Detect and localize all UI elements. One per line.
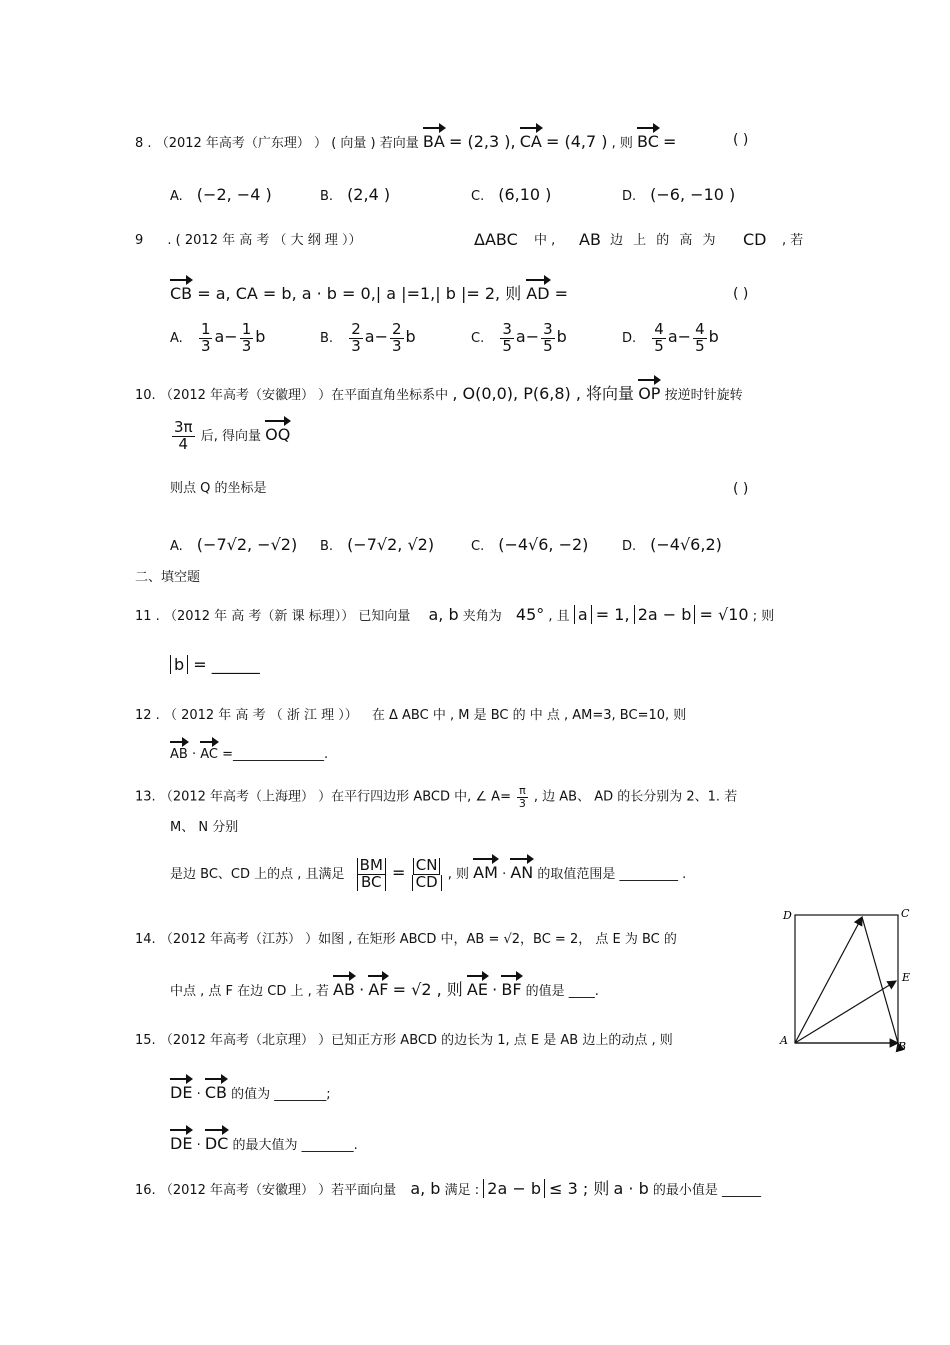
q10-number: 10. [135,388,156,403]
q13-abs-bm: BM [357,858,386,875]
q10-points: , O(0,0), P(6,8) , 将向量 [452,384,635,403]
q16-tail: 的最小值是 ______ [652,1183,762,1198]
vector-ac: AC [200,747,218,762]
q10-option-a: A. (−7√2, −√2) [170,535,298,554]
q8-answer-bracket: ( ) [733,132,749,148]
q8-then: , 则 [611,136,633,151]
q16-dot: a · b [613,1179,649,1198]
q16-number: 16. [135,1183,156,1198]
q13-abs-cd: CD [412,875,442,891]
label-e: E [902,971,911,984]
q16-le: ≤ 3 ; 则 [549,1179,610,1198]
q11-eq2: = √10 [699,605,749,624]
q13-body1: ABCD 中, ∠ A= [413,789,511,805]
q11-eq3: = ______ [193,655,260,674]
q11-source: （2012 年 高 考（新 课 标理）） 已知向量 [163,609,411,624]
q11-number: 11 . [135,609,160,624]
q11-cond: , 且 [548,609,570,624]
q10-option-b: B. (−7√2, √2) [320,535,435,554]
q9-line1 [135,234,362,247]
q12-blank: =______________. [222,747,329,762]
vector-ca: CA [519,132,542,151]
q16-cond: 满足 : [444,1183,480,1198]
q11-then: ; 则 [752,609,775,624]
q8-eq2: = (4,7 ) [545,132,608,151]
q15-l3: 的最大值为 ________. [232,1138,358,1153]
arrow-bf [862,917,898,1043]
q9-ruo: , 若 [782,233,804,248]
q15-l2: 的值为 ________; [231,1087,331,1102]
q13-abs-cn: CN [413,858,441,875]
q9-option-d: D. $\frac{4}{5}$ a− $\frac{4}{5}$ b [622,320,719,355]
vector-cb-15: CB [204,1083,228,1102]
section-fill-blank-title: 二、填空题 [135,570,201,585]
q8-eq1: = (2,3 ), [448,132,516,151]
vector-ba: BA [422,132,445,151]
q9-conditions: = a, CA = b, a · b = 0,| a |=1,| b |= 2, 则 [197,284,522,303]
q10-answer-bracket: ( ) [733,481,749,497]
vector-dc: DC [204,1134,229,1153]
q9-mid: 中 , [534,233,556,248]
q13-source: （2012 年高考（上海理） ）在平行四边形 [159,789,410,805]
vector-an: AN [510,862,534,882]
q8-number: 8 . [135,136,152,151]
q11-eq1: = 1, [595,605,630,624]
q8-text: 若向量 [379,136,419,151]
vector-de: DE [170,1083,193,1102]
q11-deg: 45° [515,605,545,624]
q14-tail: 的值是 ____. [525,984,599,999]
q10-rotate: 按逆时针旋转 [664,388,743,403]
q13-line1: 13. （2012 年高考（上海理） ）在平行四边形 ABCD 中, ∠ A= $\frac{\pi}{3}$ , 边 AB、 AD 的长分别为 2、1. 若 [135,784,738,810]
q13-number: 13. [135,789,156,805]
q13-range: 的取值范围是 _________ . [537,866,687,882]
label-a: A [780,1034,788,1047]
q10-source: （2012 年高考（安徽理） ）在平面直角坐标系中 [159,388,449,403]
q9-seg: AB [579,230,601,249]
q9-option-c: C. $\frac{3}{5}$ a− $\frac{3}{5}$ b [471,320,567,355]
q9-answer-bracket: ( ) [733,286,749,302]
q13-body2: , 边 AB、 AD 的长分别为 2、1. 若 [533,789,738,805]
q8-line [135,134,676,150]
q9-tail: 边 上 的 高 为 [610,233,716,248]
q12-number: 12 . [135,708,160,723]
q9-option-b: B. $\frac{2}{3}$ a− $\frac{2}{3}$ b [320,320,416,355]
arrow-ae [795,981,896,1043]
q12-line1 [135,709,686,722]
vector-af: AF [368,980,389,999]
q16-abs: 2a − b [483,1179,545,1198]
rectangle-figure [775,905,915,1055]
q8-option-d: D. (−6, −10 ) [622,185,736,204]
q10-option-c: C. (−4√6, −2) [471,535,589,554]
q10-frac-den: 4 [178,434,189,453]
q10-line2 [170,420,290,453]
q14-line2: 中点 , 点 F 在边 CD 上 , 若 AB · AF = √2 , 则 AE · BF 的值是 ____. [170,980,599,999]
q13-line3: 是边 BC、CD 上的点 , 且满足 $\frac{BM}{BC}$ = $\frac{CN}{CD}$ , 则 AM · AN 的取值范围是 _________ . [170,856,687,891]
q16-source: （2012 年高考（安徽理） ）若平面向量 [159,1183,397,1198]
vector-bc: BC [637,132,659,151]
q11-angle: 夹角为 [462,609,502,624]
q9-eq: = [554,284,569,303]
vector-oq: OQ [265,424,291,444]
vector-ae: AE [466,980,488,999]
q15-number: 15. [135,1033,156,1048]
label-c: C [901,907,910,920]
q9-triangle: ΔABC [474,230,518,249]
q11-abs-2a-b: 2a − b [634,605,696,624]
q14-eq1: = √2 , 则 [392,980,463,999]
q13-mn: M、 N 分别 [170,820,239,835]
q12-text: 在 Δ ABC 中 , M 是 BC 的 中 点 , AM=3, BC=10, 则 [371,708,687,723]
q14-number: 14. [135,932,156,947]
q10-after: 后, 得向量 [200,428,261,444]
q11-line1 [135,607,774,623]
q9-number: 9 [135,233,144,248]
q10-frac-num: 3π [174,418,193,436]
arrow-af [795,917,862,1043]
q11-abs-b: b [170,655,188,674]
q13-line3a: 是边 BC、CD 上的点 , 且满足 [170,866,345,882]
vector-de-2: DE [170,1134,193,1153]
q10-line1 [135,386,743,402]
vector-am: AM [473,862,498,882]
q15-source: （2012 年高考（北京理） ）已知正方形 ABCD 的边长为 1, 点 E 是 AB 边上的动点 , 则 [159,1033,673,1048]
q9-cd: CD [743,230,767,249]
q8-option-a: A. (−2, −4 ) [170,185,272,204]
vector-bf: BF [501,980,522,999]
vector-ab: AB [170,747,188,762]
q11-line2 [170,657,260,673]
q9-line2 [170,286,568,302]
q10-ask: 则点 Q 的坐标是 [170,481,267,496]
q9-option-a: A. $\frac{1}{3}$ a− $\frac{1}{3}$ b [170,320,266,355]
q15-line3: DE · DC 的最大值为 ________. [170,1134,358,1153]
vector-op: OP [638,384,661,403]
label-d: D [783,909,792,922]
q8-option-c: C. (6,10 ) [471,185,552,204]
q11-abs-a: a [574,605,592,624]
q10-option-d: D. (−4√6,2) [622,535,722,554]
q14-source: （2012 年高考（江苏） ）如图 , 在矩形 ABCD 中，AB = √2，BC = 2， 点 E 为 BC 的 [159,932,677,947]
q15-line2: DE · CB 的值为 ________; [170,1083,331,1102]
q8-topic: ( 向量 ) [331,136,376,151]
q11-ab: a, b [428,605,459,624]
q16-line [135,1181,761,1197]
q16-ab: a, b [410,1179,441,1198]
q14-line2a: 中点 , 点 F 在边 CD 上 , 若 [170,984,329,999]
q12-source: （ 2012 年 高 考 （ 浙 江 理 ）） [163,708,358,723]
q12-line2: AB · AC =______________. [170,747,329,762]
vector-cb: CB [170,284,193,303]
vector-ad: AD [526,284,550,303]
q8-option-b: B. (2,4 ) [320,185,391,204]
q9-source: . ( 2012 年 高 考 （ 大 纲 理 ）） [167,233,362,248]
label-b: B [898,1040,907,1053]
vector-ab-14: AB [333,980,355,999]
q14-line1 [135,933,677,946]
q8-eq3: = [663,132,677,151]
q15-line1 [135,1034,673,1047]
rectangle-abcd [795,915,898,1043]
q8-source: （2012 年高考（广东理） ） [155,136,328,151]
q13-abs-bc: BC [357,875,386,891]
